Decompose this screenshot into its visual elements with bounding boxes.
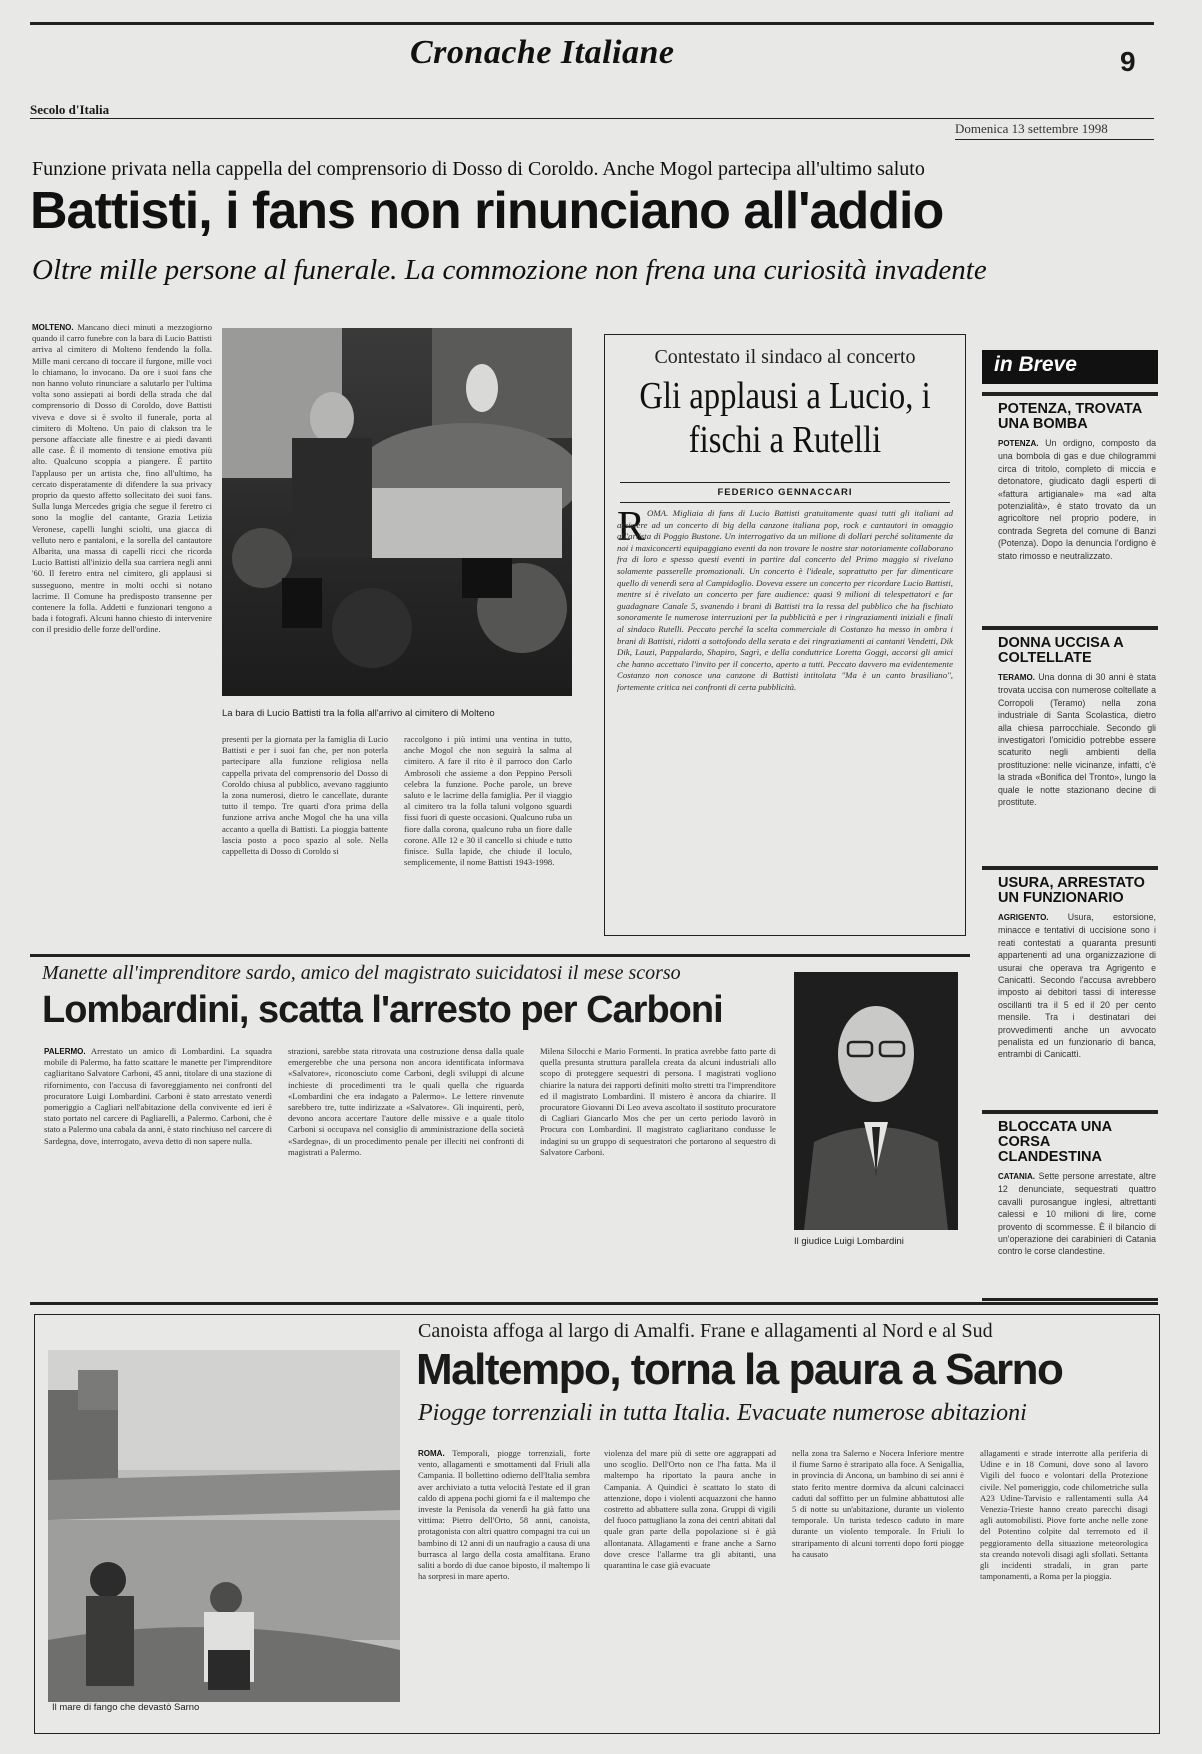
sidebar-title: in Breve bbox=[994, 353, 1077, 376]
story1-dateline: MOLTENO. bbox=[32, 323, 74, 332]
brief-text bbox=[998, 911, 1156, 1061]
story4-dateline: ROMA. bbox=[418, 1449, 445, 1458]
story2-byline-rule-bottom bbox=[620, 502, 950, 503]
story2-kicker: Contestato il sindaco al concerto bbox=[654, 346, 916, 368]
brief-dateline: POTENZA. bbox=[998, 439, 1039, 448]
story2-dropcap: R bbox=[617, 504, 646, 550]
brief-text bbox=[998, 671, 1156, 808]
funeral-photo-image bbox=[222, 328, 572, 696]
lombardini-photo-caption: Il giudice Luigi Lombardini bbox=[794, 1236, 904, 1247]
issue-date: Domenica 13 settembre 1998 bbox=[955, 121, 1108, 136]
story3-kicker: Manette all'imprenditore sardo, amico del magistrato suicidatosi il mese scorso bbox=[42, 962, 681, 984]
funeral-photo-caption: La bara di Lucio Battisti tra la folla all'arrivo al cimitero di Molteno bbox=[222, 708, 495, 719]
page-number: 9 bbox=[1120, 46, 1136, 77]
sidebar-rule-2 bbox=[982, 626, 1158, 630]
sidebar-rule-1 bbox=[982, 392, 1158, 396]
story4-col1-text: Temporali, piogge torrenziali, forte vento, allagamenti e smottamenti dal Friuli alla Campania. Il bollettino odierno dell'Italia sembra aver archiviato a tutta velocità l'estate ed il gran caldo di appena pochi giorni fa e il maltempo che investe la Penisola da venerdì ha già fatto una vittima: Pietro dell'Orto, 58 anni, canoista, protagonista con altri quattro compagni tra cui un bambino di 12 anni di un naufragio a causa di una burrasca al largo della costa amalfitana. Erano saliti a bordo di due canoe biposto, il maltempo li ha sorpresi in mare aperto. bbox=[418, 1448, 590, 1582]
lombardini-photo-image bbox=[794, 972, 958, 1230]
story4-column-1 bbox=[418, 1448, 590, 1720]
brief-body: Una donna di 30 anni è stata trovata uccisa con numerose coltellate a Corropoli (Teramo) nella zona industriale di Santa Scolastica, dietro alla chiesa parrocchiale. Secondo gli investigatori l'omicidio potrebbe essere scaturito negli ambienti della prostituzione: nelle vicinanze, infatti, c'è la strada «Bonifica del Tronto», lungo la quale le notte stazionano decine di prostitute. bbox=[998, 672, 1156, 808]
brief-item bbox=[998, 1120, 1156, 1258]
brief-item bbox=[998, 876, 1156, 1061]
brief-heading: BLOCCATA UNA CORSA CLANDESTINA bbox=[998, 1119, 1112, 1165]
date-rule bbox=[955, 139, 1154, 140]
brief-heading: POTENZA, TROVATA UNA BOMBA bbox=[998, 401, 1142, 432]
story2-text: OMA. Migliaia di fans di Lucio Battisti gratuitamente quasi tutti gli italiani ad assistere ad un concerto di big della canzone italiana pop, rock e cantautori in omaggio all'artista di Poggio Bustone. Un interrogativo da un milione di dollari perché solitamente da noi i maxiconcerti equipaggiano eventi da non trovare le nostre star notoriamente collaborano fra di loro e spesso questi eventi in partire dal concerto del Primo maggio si rivelano solamente passerelle promozionali. Un concerto è l'ideale, soprattutto per far dimenticare quello di venerdì sera al Campidoglio. Doveva essere un concerto per ricordare Lucio Battisti, mentre si è rivelato un concerto per fare audience: quasi 9 milioni di telespettatori e far guadagnare Canale 5, svanendo i brani di Battisti tra la ressa del pubblico che ha fischiato sonoramente le numerose interruzioni per la pubblicità e per i ringraziamenti iniziali e finali al sindaco Rutelli. Peccato perché la scelta commerciale di Costanzo ha messo in ombra i brani di Battisti, ridotti a sottofondo della serata e dei ringraziamenti ai cantanti Vendetti, Dik Dik, Lauzi, Pappalardo, Shapiro, Sagrì, e della conduttrice Loretta Goggi, accorsi gli amici che hanno accettato l'invito per il concerto, aperto a tutti. Peccato davvero ma evidentemente Costanzo non conosce una canzone di Battisti intitolata "Ma è un canto brasiliano", fortemente critica nei confronti di certa pubblicità. bbox=[617, 508, 953, 692]
brief-text bbox=[998, 1170, 1156, 1258]
story1-col1-text: Mancano dieci minuti a mezzogiorno quando il carro funebre con la bara di Lucio Battisti arriva al cimitero di Molteno fendendo la folla. Mille mani cercano di toccare il furgone, mille voci lo chiamano, lo invocano. Da ore i suoi fans che non hanno voluto rinunciare a salutarlo per l'ultima volta sono assiepati ai bordi della strada che dal comprensorio di Dosso di Coroldo, dove Battisti viveva e dove si è svolto il funerale, porta al cimitero di Molteno. Un paio di clakson tra le persone affacciate alle finestre e ai piedi davanti alle case. È il momento di tensione emotiva più alto. Qualcuno scoppia a piangere. È partito l'applauso per un artista che, fino all'ultimo, ha cercato disperatamente di difendere la sua privacy proprio da questo affetto sollecitato dei suoi fans. Sulla lunga Mercedes grigia che segue il feretro ci sono la moglie del cantante, Grazia Letizia Veronese, capelli lunghi sciolti, una giacca di velluto nero e pantaloni, e la sorella del cantautore Albarita, una massa di capelli ricci che ricorda Lucio Battisti all'inizio della sua carriera negli anni '60. Il feretro entra nel cimitero, gli applausi si susseguono, mentre in molti occhi si notano lacrime. Il Comune ha predisposto transenne per contenere la folla. Addetti e funzionari tengono a bada i fotografi. Alcuni hanno chiesto di intervenire con il presidio delle forze dell'ordine. bbox=[32, 322, 212, 635]
brief-text bbox=[998, 437, 1156, 562]
brief-body: Un ordigno, composto da una bombola di gas e due chilogrammi circa di tritolo, completo di miccia e detonatore, giudicato dagli esperti di «fattura artigianale» ma «ad alta potenzialità», è stato trovato da un agricoltore nel proprio podere, in contrada Segreta del comune di Banzi (Potenza). Dopo la denuncia l'ordigno è stato rimosso e neutralizzato. bbox=[998, 438, 1156, 561]
story3-column-3: Milena Silocchi e Mario Formenti. In pratica avrebbe fatto parte di quella presunta struttura parallela creata da alcuni industriali allo scopo di proteggere sequestri di persona. I magistrati vogliono chiarire la natura dei rapporti definiti molto stretti tra l'imprenditore ed il magistrato Lombardini. Il mistero è ancora da chiarire. Il procuratore Giovanni Di Leo aveva ascoltato il sostituto procuratore di Cagliari Giancarlo Mos che per un certo periodo lavorò in Procura con Lombardini. Il magistrato cagliaritano condusse le indagini su un gruppo di sequestratori che portarono al sequestro di Salvatore Carboni. bbox=[540, 1046, 776, 1157]
section-title: Cronache Italiane bbox=[410, 34, 675, 71]
sidebar-rule-3 bbox=[982, 866, 1158, 870]
lombardini-photo bbox=[794, 972, 958, 1230]
brief-item bbox=[998, 636, 1156, 808]
story1-headline: Battisti, i fans non rinunciano all'addio bbox=[30, 182, 944, 240]
story4-subhead: Piogge torrenziali in tutta Italia. Evacuate numerose abitazioni bbox=[418, 1400, 1027, 1426]
brief-heading: DONNA UCCISA A COLTELLATE bbox=[998, 635, 1124, 666]
sarno-photo bbox=[48, 1350, 400, 1702]
story4-column-2: violenza del mare più di sette ore aggrappati ad uno scoglio. Dell'Orto non ce l'ha fatta. Ma il maltempo ha riportato la paura anche in Campania. A Quindici è scattato lo stato di attenzione, dopo i violenti acquazzoni che hanno costretto ad abbattere sulla zona. Gruppi di vigili del fuoco pattugliano la zona dei centri abitati dal quale gran parte della popolazione si è già allontanata. Allagamenti e frane anche a Sarno dove cresce l'allarme tra gli abitanti, una quarantina le case già evacuate bbox=[604, 1448, 776, 1571]
story1-kicker: Funzione privata nella cappella del comprensorio di Dosso di Coroldo. Anche Mogol partecipa all'ultimo saluto bbox=[32, 158, 925, 180]
story4-column-4: allagamenti e strade interrotte alla periferia di Udine e in 18 Comuni, dove sono al lavoro Vigili del fuoco e volontari della Protezione civile. Nel pomeriggio, code chilometriche sulla A23 Udine-Tarvisio e rallentamenti sulla A4 Venezia-Trieste hanno creato parecchi disagi agli automobilisti. Piove forte anche nelle zone del Potentino colpite dal terremoto ed il peggioramento della situazione meteorologica sta creando notevoli disagi agli sfollati. Settanta gli incidenti stradali, in gran parte tamponamenti, a Roma per la pioggia. bbox=[980, 1448, 1148, 1582]
top-rule bbox=[30, 22, 1154, 25]
brief-dateline: TERAMO. bbox=[998, 673, 1035, 682]
sarno-photo-caption: Il mare di fango che devastò Sarno bbox=[52, 1702, 372, 1713]
story2-headline: Gli applausi a Lucio, i fischi a Rutelli bbox=[639, 375, 931, 461]
story3-column-1 bbox=[44, 1046, 272, 1274]
masthead-rule bbox=[30, 118, 1154, 119]
brief-body: Sette persone arrestate, altre 12 denunciate, sequestrati quattro cavalli purosangue inglesi, altrettanti calessi e 10 milioni di lire, come provento di scommesse. È il bilancio di un'operazione dei carabinieri di Catania contro le corse clandestine. bbox=[998, 1171, 1156, 1257]
brief-body: Usura, estorsione, minacce e tentativi di uccisione sono i reati contestati a quaranta presunti appartenenti ad una organizzazione di usurai che operava tra Agrigento e Canicattì. Secondo l'accusa avrebbero imposto ai debitori tassi di interesse oscillanti tra il 5 ed il 20 per cento mensile. Tra i destinatari dei provvedimenti anche un avvocato penalista ed un funzionario di banca, entrambi di Canicattì. bbox=[998, 912, 1156, 1060]
story3-column-2: strazioni, sarebbe stata ritrovata una costruzione densa dalla quale emergerebbe che una persona non ancora identificata informava «Salvatore», riconosciuto come Carboni, degli sviluppi di alcune inchieste di procedimenti tra le quali quella che riguarda «Lombardini che era indagato a Palermo». Le lettere rinvenute sarebbero tre, tutte indirizzate a «Salvatore». Gli inquirenti, però, devono ancora accertare l'autore delle missive e a quale titolo Carboni si occupava nel consiglio di amministrazione della società «Sardegna», di un procedimento penale per illeciti nei confronti di magistrati a Palermo. bbox=[288, 1046, 524, 1157]
story1-subhead: Oltre mille persone al funerale. La commozione non frena una curiosità invadente bbox=[32, 254, 987, 286]
brief-item bbox=[998, 402, 1156, 562]
story4-kicker: Canoista affoga al largo di Amalfi. Frane e allagamenti al Nord e al Sud bbox=[418, 1320, 993, 1342]
story2-byline-rule-top bbox=[620, 482, 950, 483]
story2-byline: FEDERICO GENNACCARI bbox=[717, 487, 853, 498]
story3-top-rule bbox=[30, 954, 970, 957]
story1-column-1 bbox=[32, 322, 212, 962]
story1-column-2: presenti per la giornata per la famiglia di Lucio Battisti e per i suoi fan che, per non poterla partecipare alla funzione religiosa nella cappella privata del comprensorio del Dosso di Coroldo chiusa al pubblico, avevano raggiunto la zona numerosi, dietro le cancellate, durante tutto il tempo. Tre quarti d'ora prima della funzione arriva anche Mogol che ha una villa accanto a quella di Battisti. La pioggia battente lascia posto a poco spazio al sole. Nella cappelletta di Dosso di Coroldo si bbox=[222, 734, 388, 857]
story3-dateline: PALERMO. bbox=[44, 1047, 86, 1056]
brief-heading: USURA, ARRESTATO UN FUNZIONARIO bbox=[998, 875, 1145, 906]
sidebar-rule-4 bbox=[982, 1110, 1158, 1114]
funeral-photo bbox=[222, 328, 572, 696]
story4-headline: Maltempo, torna la paura a Sarno bbox=[416, 1345, 1063, 1394]
story1-column-3: raccolgono i più intimi una ventina in tutto, anche Mogol che non seguirà la salma al cimitero. A fare il rito è il parroco don Carlo Ambrosoli che assieme a don Peppino Persoli celebra la funzione. Poche parole, un breve saluto e le lacrime della famiglia. Per il viaggio al cimitero tra la folla taluni volgono sguardi fissi fuori di queste occasioni. Qualcuno ruba un fiore dalla corona, qualcuno ruba un fiore dalle corone. Alle 12 e 30 il cancello si chiude e tutto finisce. Sulla lapide, che chiude il loculo, semplicemente, il nome Battisti 1943-1998. bbox=[404, 734, 572, 868]
story3-col1-text: Arrestato un amico di Lombardini. La squadra mobile di Palermo, ha fatto scattare le manette per l'imprenditore cagliaritano Salvatore Carboni, 45 anni, titolare di una stazione di rifornimento, con l'accusa di favoreggiamento nei confronti del procuratore Luigi Lombardini. Carboni è stato arrestato venerdì pomeriggio a Cagliari nell'abitazione della convivente ed ieri è stato portato nel carcere di Pagliarelli, a Palermo. Carboni, che è stato a Palermo una cabala da anni, è stato rinchiuso nel carcere di Sardegna, dove, interrogato, aveva detto di non sapere nulla. bbox=[44, 1046, 272, 1146]
sarno-photo-image bbox=[48, 1350, 400, 1702]
sidebar-rule-5 bbox=[982, 1298, 1158, 1301]
paper-name: Secolo d'Italia bbox=[30, 102, 110, 117]
brief-dateline: AGRIGENTO. bbox=[998, 913, 1049, 922]
story3-headline: Lombardini, scatta l'arresto per Carboni bbox=[42, 989, 723, 1031]
story4-column-3: nella zona tra Salerno e Nocera Inferiore mentre il fiume Sarno è straripato alla foce. A Senigallia, in provincia di Ancona, un bambino di sei anni è stato ferito mentre dormiva da alcuni calcinacci caduti dal soffitto per un fulmine abbattutosi alle 5 di notte su un'abitazione, durante un violento temporale. Un turista tedesco caduto in mare durante un violento temporale. In Friuli lo straripamento di alcuni torrenti dopo forti piogge ha causato bbox=[792, 1448, 964, 1559]
brief-dateline: CATANIA. bbox=[998, 1172, 1036, 1181]
section-divider bbox=[30, 1302, 1158, 1305]
